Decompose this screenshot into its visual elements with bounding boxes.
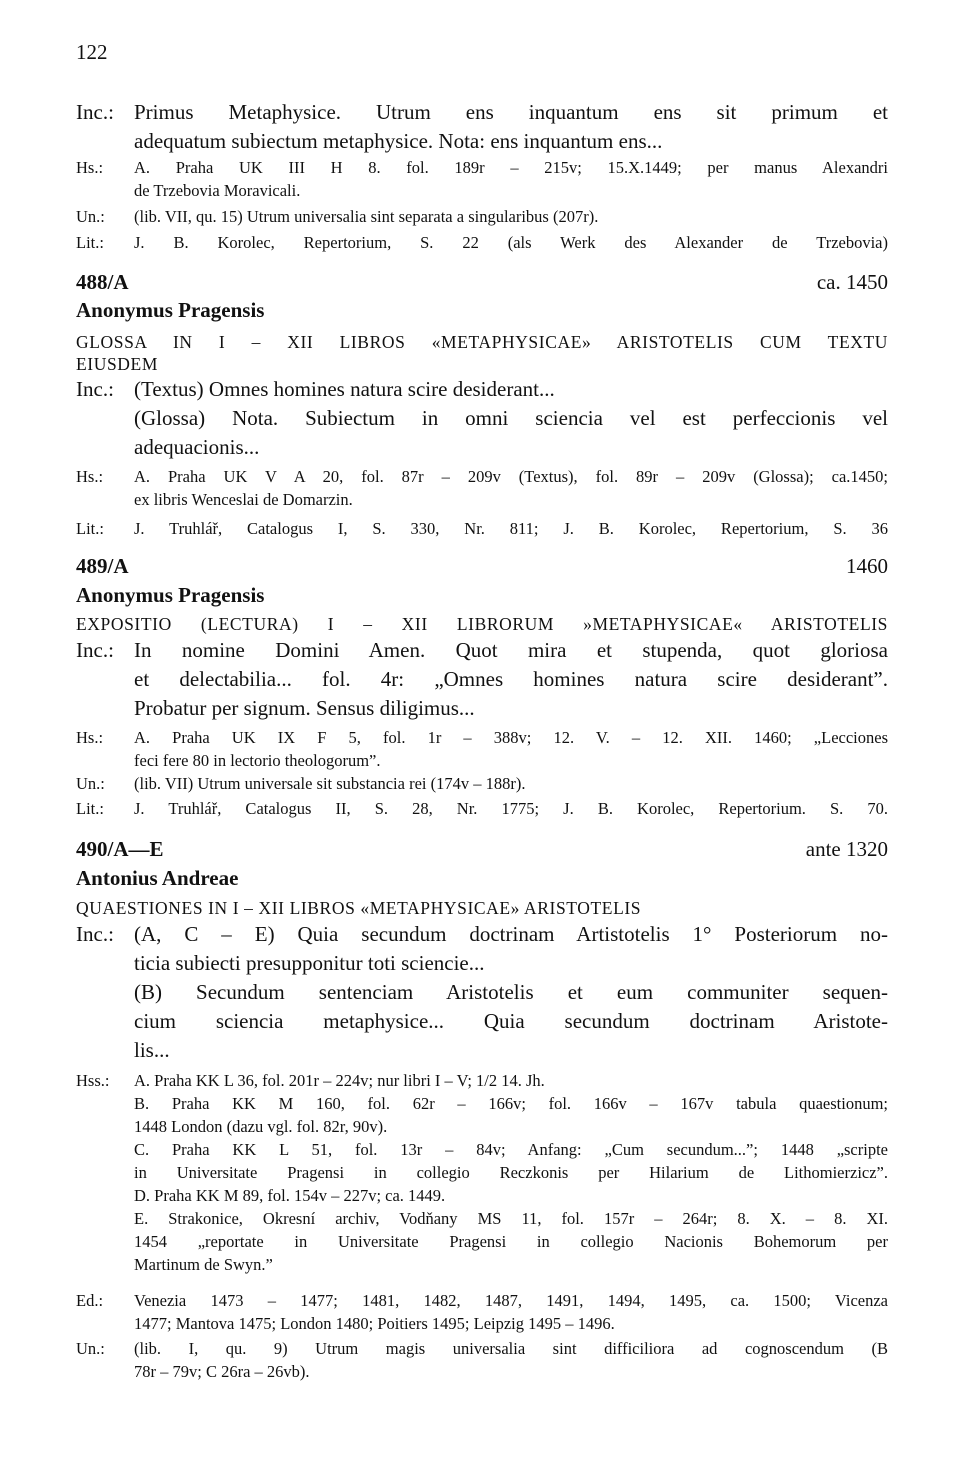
text-line: In nomine Domini Amen. Quot mira et stupenda, quot gloriosa bbox=[134, 638, 888, 662]
entry-title-line: EIUSDEM bbox=[76, 354, 158, 374]
entry-heading bbox=[76, 837, 888, 862]
text-line: cium sciencia metaphysice... Quia secundum doctrinam Aristote- bbox=[134, 1009, 888, 1033]
text-line: Venezia 1473 – 1477; 1481, 1482, 1487, 1491, 1494, 1495, ca. 1500; Vicenza bbox=[134, 1291, 888, 1310]
text-line: A. Praha UK III H 8. fol. 189r – 215v; 15.X.1449; per manus Alexandri bbox=[134, 158, 888, 177]
label: Un.: bbox=[76, 774, 105, 793]
text-line: ex libris Wenceslai de Domarzin. bbox=[134, 490, 353, 509]
entry-lit bbox=[76, 797, 888, 820]
entry-number: 489/A bbox=[76, 554, 129, 578]
text-line: Probatur per signum. Sensus diligimus... bbox=[134, 696, 475, 720]
entry-heading bbox=[76, 554, 888, 579]
text-line: (Textus) Omnes homines natura scire desiderant... bbox=[134, 377, 555, 401]
text-line: lis... bbox=[134, 1038, 170, 1062]
entry-date: ante 1320 bbox=[805, 837, 888, 861]
text-line: feci fere 80 in lectorio theologorum”. bbox=[134, 751, 381, 770]
label: Hs.: bbox=[76, 467, 104, 486]
text-line: (lib. I, qu. 9) Utrum magis universalia sint difficiliora ad cognoscendum (B bbox=[134, 1339, 888, 1358]
text-line: (Glossa) Nota. Subiectum in omni sciencia vel est perfeccionis vel bbox=[134, 406, 888, 430]
entry-number: 490/A—E bbox=[76, 837, 164, 861]
text-line: A. Praha KK L 36, fol. 201r – 224v; nur libri I – V; 1/2 14. Jh. bbox=[134, 1071, 545, 1090]
text-line: adequatum subiectum metaphysice. Nota: ens inquantum ens... bbox=[134, 129, 663, 153]
top-lit bbox=[76, 231, 888, 254]
text-line: B. Praha KK M 160, fol. 62r – 166v; fol. 166v – 167v tabula quaestionum; bbox=[134, 1094, 888, 1113]
text-line: A. Praha UK IX F 5, fol. 1r – 388v; 12. V. – 12. XII. 1460; „Lecciones bbox=[134, 728, 888, 747]
entry-inc bbox=[76, 636, 888, 723]
entry-hs bbox=[76, 726, 888, 772]
text-line: (lib. VII) Utrum universale sit substancia rei (174v – 188r). bbox=[134, 774, 526, 793]
text-line: 78r – 79v; C 26ra – 26vb). bbox=[134, 1362, 310, 1381]
entry-un bbox=[76, 1337, 888, 1383]
text-line: adequacionis... bbox=[134, 435, 260, 459]
entry-author: Anonymus Pragensis bbox=[76, 298, 265, 322]
entry-hs bbox=[76, 465, 888, 511]
label: Lit.: bbox=[76, 519, 104, 538]
text-line: (lib. VII, qu. 15) Utrum universalia sint separata a singularibus (207r). bbox=[134, 207, 599, 226]
entry-author: Antonius Andreae bbox=[76, 866, 239, 890]
text-line: in Universitate Pragensi in collegio Reczkonis per Hilarium de Lithomierzicz”. bbox=[134, 1163, 888, 1182]
entry-inc bbox=[76, 375, 888, 462]
text-line: et delectabilia... fol. 4r: „Omnes homines natura scire desiderant”. bbox=[134, 667, 888, 691]
text-line: Martinum de Swyn.” bbox=[134, 1255, 273, 1274]
label: Ed.: bbox=[76, 1291, 104, 1310]
entry-inc bbox=[76, 920, 888, 1065]
entry-ed bbox=[76, 1289, 888, 1335]
text-line: ticia subiecti presupponitur toti sciencie... bbox=[134, 951, 485, 975]
label: Un.: bbox=[76, 207, 105, 226]
text-line: 1477; Mantova 1475; London 1480; Poitiers 1495; Leipzig 1495 – 1496. bbox=[134, 1314, 615, 1333]
text-line: J. Truhlář, Catalogus II, S. 28, Nr. 1775; J. B. Korolec, Repertorium. S. 70. bbox=[134, 799, 888, 818]
text-line: Primus Metaphysice. Utrum ens inquantum ens sit primum et bbox=[134, 100, 888, 124]
text-line: E. Strakonice, Okresní archiv, Vodňany MS 11, fol. 157r – 264r; 8. X. – 8. XI. bbox=[134, 1209, 888, 1228]
text-line: (A, C – E) Quia secundum doctrinam Artistotelis 1° Posteriorum no- bbox=[134, 922, 888, 946]
entry-author: Anonymus Pragensis bbox=[76, 583, 265, 607]
entry-heading bbox=[76, 270, 888, 295]
top-hs bbox=[76, 156, 888, 202]
top-un bbox=[76, 205, 888, 228]
text-line: (B) Secundum sentenciam Aristotelis et eum communiter sequen- bbox=[134, 980, 888, 1004]
entry-date: ca. 1450 bbox=[816, 270, 888, 294]
label: Lit.: bbox=[76, 799, 104, 818]
label: Hss.: bbox=[76, 1071, 110, 1090]
top-inc bbox=[76, 98, 888, 156]
label: Hs.: bbox=[76, 728, 104, 747]
entry-date: 1460 bbox=[846, 554, 888, 578]
entry-title-line: EXPOSITIO (LECTURA) I – XII LIBRORUM »METAPHYSICAE« ARISTOTELIS bbox=[76, 614, 888, 634]
text-line: A. Praha UK V A 20, fol. 87r – 209v (Textus), fol. 89r – 209v (Glossa); ca.1450; bbox=[134, 467, 888, 486]
label: Inc.: bbox=[76, 100, 114, 124]
label: Inc.: bbox=[76, 377, 114, 401]
entry-title-line: QUAESTIONES IN I – XII LIBROS «METAPHYSICAE» ARISTOTELIS bbox=[76, 898, 642, 918]
text-line: de Trzebovia Moravicali. bbox=[134, 181, 301, 200]
entry-hss bbox=[76, 1069, 888, 1276]
label: Lit.: bbox=[76, 233, 104, 252]
text-line: 1448 London (dazu vgl. fol. 82r, 90v). bbox=[134, 1117, 388, 1136]
text-line: 1454 „reportate in Universitate Pragensi in collegio Nacionis Bohemorum per bbox=[134, 1232, 888, 1251]
label: Hs.: bbox=[76, 158, 104, 177]
label: Inc.: bbox=[76, 638, 114, 662]
text-line: J. Truhlář, Catalogus I, S. 330, Nr. 811; J. B. Korolec, Repertorium, S. 36 bbox=[134, 519, 888, 538]
text-line: C. Praha KK L 51, fol. 13r – 84v; Anfang: „Cum secundum...”; 1448 „scripte bbox=[134, 1140, 888, 1159]
entry-number: 488/A bbox=[76, 270, 129, 294]
text-line: J. B. Korolec, Repertorium, S. 22 (als Werk des Alexander de Trzebovia) bbox=[134, 233, 888, 252]
entry-title-line: GLOSSA IN I – XII LIBROS «METAPHYSICAE» ARISTOTELIS CUM TEXTU bbox=[76, 332, 888, 352]
entry-un bbox=[76, 772, 888, 795]
entry-lit bbox=[76, 517, 888, 540]
label: Un.: bbox=[76, 1339, 105, 1358]
label: Inc.: bbox=[76, 922, 114, 946]
page-number: 122 bbox=[76, 40, 108, 64]
text-line: D. Praha KK M 89, fol. 154v – 227v; ca. 1449. bbox=[134, 1186, 446, 1205]
